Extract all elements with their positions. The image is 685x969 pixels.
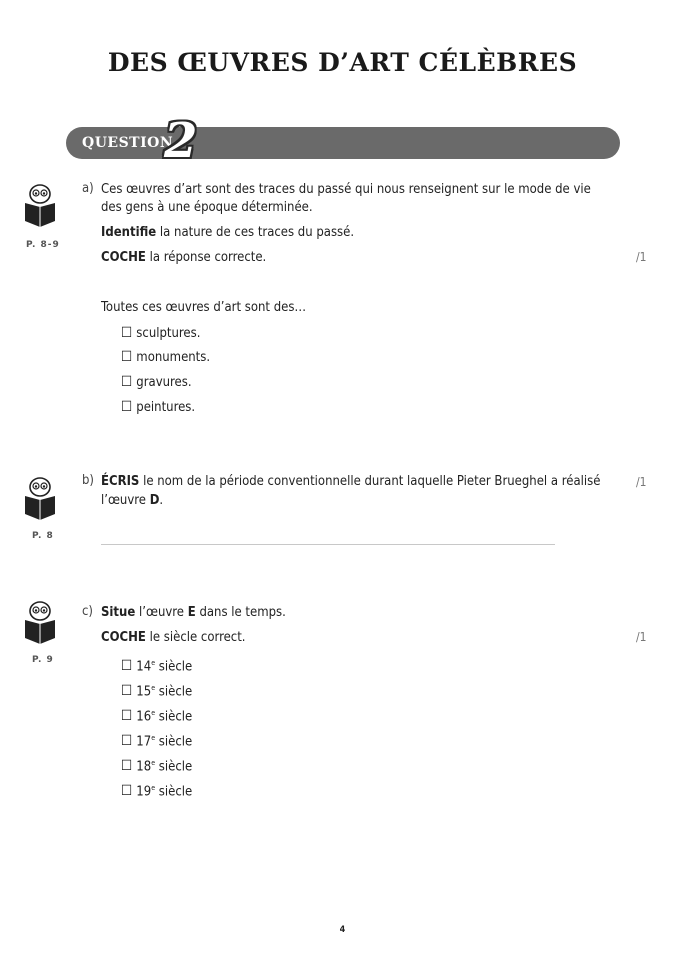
instruction-text: l’œuvre [101, 493, 146, 508]
ordinal-suffix: e [151, 784, 156, 792]
century-word: siècle [158, 659, 193, 675]
instruction-text: dans le temps. [199, 605, 286, 620]
option-label: peintures. [136, 400, 196, 415]
page-reference: P. 8 [32, 531, 54, 541]
instruction-verb: ÉCRIS [101, 474, 140, 489]
century-number: 14 [136, 659, 152, 675]
century-number: 18 [136, 759, 152, 775]
score-label: /1 [636, 475, 647, 489]
checkbox[interactable]: ☐ [121, 683, 133, 700]
question-number: 2 [164, 113, 198, 169]
part-letter: a) [82, 181, 94, 196]
checkbox-option[interactable] [121, 398, 195, 417]
instruction [101, 604, 286, 622]
question-label: QUESTION [82, 135, 174, 151]
score-label: /1 [636, 630, 647, 644]
checkbox-option[interactable] [121, 729, 192, 751]
instruction-text: la nature de ces traces du passé. [159, 225, 355, 240]
part-letter: b) [82, 473, 94, 488]
checkbox[interactable]: ☐ [121, 399, 133, 415]
checkbox[interactable]: ☐ [121, 349, 133, 365]
century-number: 17 [136, 734, 152, 750]
checkbox[interactable]: ☐ [121, 733, 133, 750]
checkbox-option[interactable] [121, 679, 192, 701]
checkbox[interactable]: ☐ [121, 658, 133, 675]
instruction [101, 629, 246, 647]
question-text: des gens à une époque déterminée. [101, 200, 313, 215]
checkbox-option[interactable] [121, 373, 192, 392]
option-label: gravures. [136, 375, 192, 390]
century-word: siècle [158, 759, 193, 775]
checkbox[interactable]: ☐ [121, 758, 133, 775]
ordinal-suffix: e [151, 659, 156, 667]
page-title: DES ŒUVRES D’ART CÉLÈBRES [107, 48, 578, 77]
page-reference: P. 9 [32, 655, 54, 665]
checkbox-option[interactable] [121, 324, 200, 343]
instruction-verb: Situe [101, 605, 136, 620]
ordinal-suffix: e [151, 759, 156, 767]
instruction [101, 249, 266, 267]
instruction [101, 473, 600, 491]
checkbox[interactable]: ☐ [121, 325, 133, 341]
instruction-text: la réponse correcte. [149, 250, 267, 265]
book-reader-icon [23, 600, 57, 646]
instruction-verb: COCHE [101, 250, 146, 265]
instruction [101, 492, 163, 510]
question-text: Ces œuvres d’art sont des traces du passé qui nous renseignent sur le mode de vie [101, 182, 591, 197]
checkbox-option[interactable] [121, 654, 192, 676]
score-label: /1 [636, 250, 647, 264]
page-reference: P. 8-9 [26, 240, 60, 250]
checkbox-option[interactable] [121, 348, 210, 367]
artwork-letter: D [149, 493, 160, 508]
checkbox[interactable]: ☐ [121, 374, 133, 390]
checkbox-option[interactable] [121, 754, 192, 776]
ordinal-suffix: e [151, 709, 156, 717]
century-number: 15 [136, 684, 152, 700]
century-word: siècle [158, 709, 193, 725]
century-word: siècle [158, 734, 193, 750]
instruction [101, 224, 354, 242]
century-number: 19 [136, 784, 152, 800]
page-number: 4 [339, 925, 346, 935]
ordinal-suffix: e [151, 684, 156, 692]
ordinal-suffix: e [151, 734, 156, 742]
century-word: siècle [158, 784, 193, 800]
instruction-text: le siècle correct. [149, 630, 246, 645]
checkbox[interactable]: ☐ [121, 783, 133, 800]
checkbox-option[interactable] [121, 704, 192, 726]
instruction-verb: COCHE [101, 630, 146, 645]
instruction-text: l’œuvre [139, 605, 184, 620]
checkbox[interactable]: ☐ [121, 708, 133, 725]
punctuation: . [159, 493, 164, 508]
book-reader-icon [23, 183, 57, 229]
question-stem: Toutes ces œuvres d’art sont des… [101, 300, 307, 315]
artwork-letter: E [187, 605, 196, 620]
century-number: 16 [136, 709, 152, 725]
answer-line[interactable] [101, 544, 555, 545]
option-label: monuments. [136, 350, 211, 365]
instruction-text: le nom de la période conventionnelle durant laquelle Pieter Brueghel a réalisé [143, 474, 601, 489]
book-reader-icon [23, 476, 57, 522]
century-word: siècle [158, 684, 193, 700]
checkbox-option[interactable] [121, 779, 192, 801]
part-letter: c) [82, 604, 93, 619]
instruction-verb: Identifie [101, 225, 157, 240]
option-label: sculptures. [136, 326, 201, 341]
